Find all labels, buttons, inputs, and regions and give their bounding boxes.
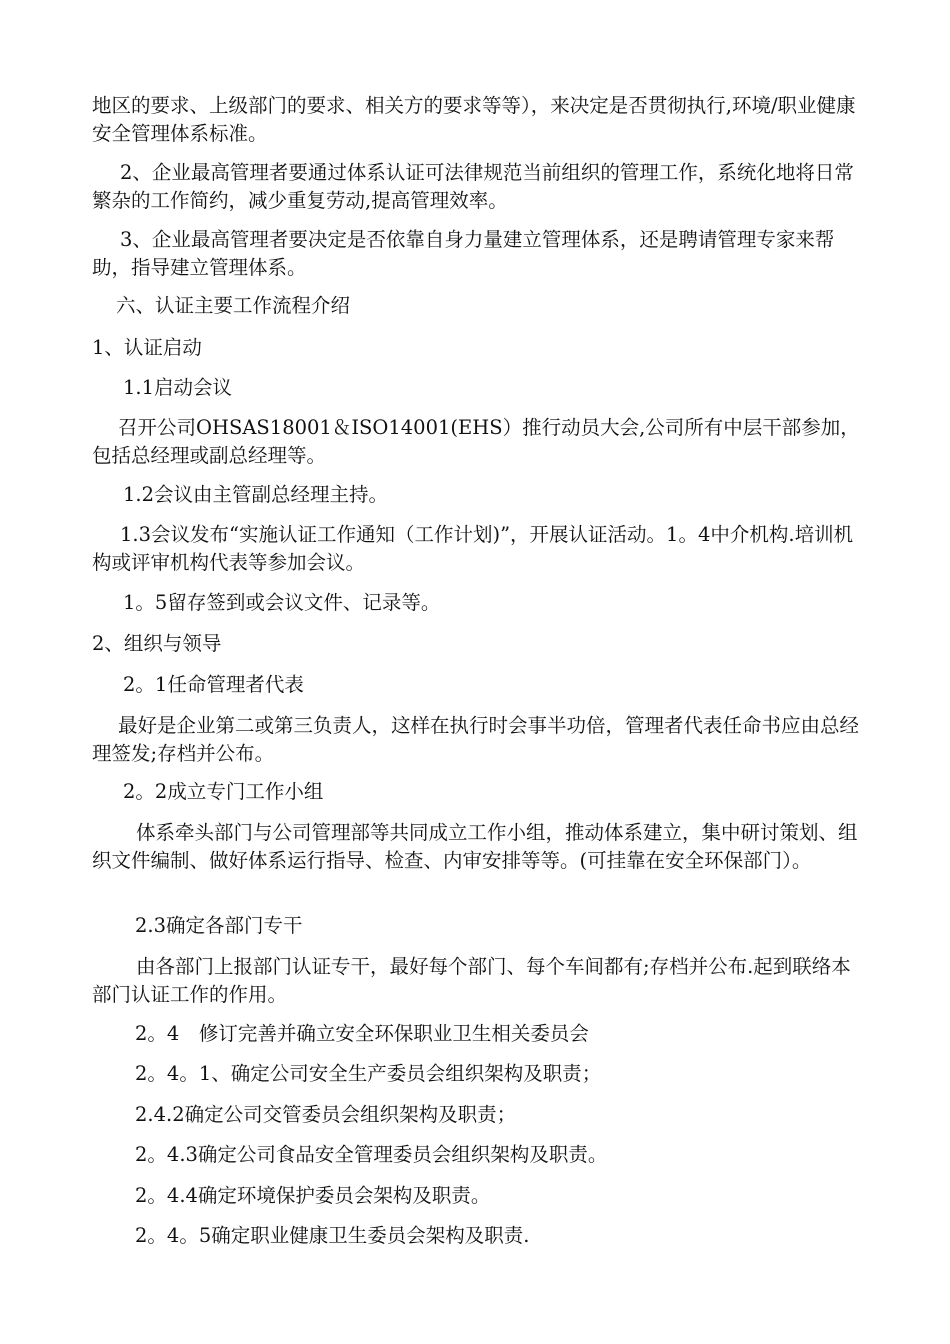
item-2-4-4: 2。4.4确定环境保护委员会架构及职责。 (135, 1184, 491, 1207)
paragraph-1-1-body: 召开公司OHSAS18001＆ISO14001(EHS）推行动员大会,公司所有中层干部参加，包括总经理或副总经理等。 (92, 416, 860, 467)
paragraph-1: 地区的要求、上级部门的要求、相关方的要求等等），来决定是否贯彻执行,环境/职业健康安全管理体系标准。 (92, 94, 856, 145)
subheading-1-5: 1。5留存签到或会议文件、记录等。 (123, 591, 441, 614)
item-2-4-5: 2。4。5确定职业健康卫生委员会架构及职责. (135, 1224, 530, 1247)
heading-1: 1、认证启动 (92, 336, 202, 359)
heading-2: 2、组织与领导 (92, 632, 222, 655)
subheading-2-1: 2。1任命管理者代表 (123, 673, 304, 696)
paragraph-2-3-body: 由各部门上报部门认证专干，最好每个部门、每个车间都有;存档并公布.起到联络本部门认证工作的作用。 (92, 955, 851, 1006)
subheading-2-3: 2.3确定各部门专干 (135, 914, 303, 937)
paragraph-1-3: 1.3会议发布“实施认证工作通知（工作计划)”，开展认证活动。1。4中介机构.培训机构或评审机构代表等参加会议。 (92, 523, 854, 574)
section-heading-6: 六、认证主要工作流程介绍 (116, 294, 351, 317)
paragraph-3: 3、企业最高管理者要决定是否依靠自身力量建立管理体系，还是聘请管理专家来帮助，指导建立管理体系。 (92, 228, 835, 279)
subheading-1-1: 1.1启动会议 (123, 376, 233, 399)
subheading-1-2: 1.2会议由主管副总经理主持。 (123, 483, 389, 506)
paragraph-2-2-body: 体系牵头部门与公司管理部等共同成立工作小组，推动体系建立，集中研讨策划、组织文件编制、做好体系运行指导、检查、内审安排等等。(可挂靠在安全环保部门）。 (92, 821, 858, 872)
item-2-4-2: 2.4.2确定公司交管委员会组织架构及职责； (135, 1103, 517, 1126)
item-2-4-3: 2。4.3确定公司食品安全管理委员会组织架构及职责。 (135, 1143, 608, 1166)
paragraph-2-1-body: 最好是企业第二或第三负责人，这样在执行时会事半功倍，管理者代表任命书应由总经理签发;存档并公布。 (92, 714, 860, 765)
subheading-2-4: 2。4 修订完善并确立安全环保职业卫生相关委员会 (135, 1022, 589, 1045)
subheading-2-2: 2。2成立专门工作小组 (123, 780, 324, 803)
item-2-4-1: 2。4。1、确定公司安全生产委员会组织架构及职责； (135, 1062, 602, 1085)
paragraph-2: 2、企业最高管理者要通过体系认证可法律规范当前组织的管理工作，系统化地将日常繁杂的工作简约，减少重复劳动,提高管理效率。 (92, 161, 854, 212)
